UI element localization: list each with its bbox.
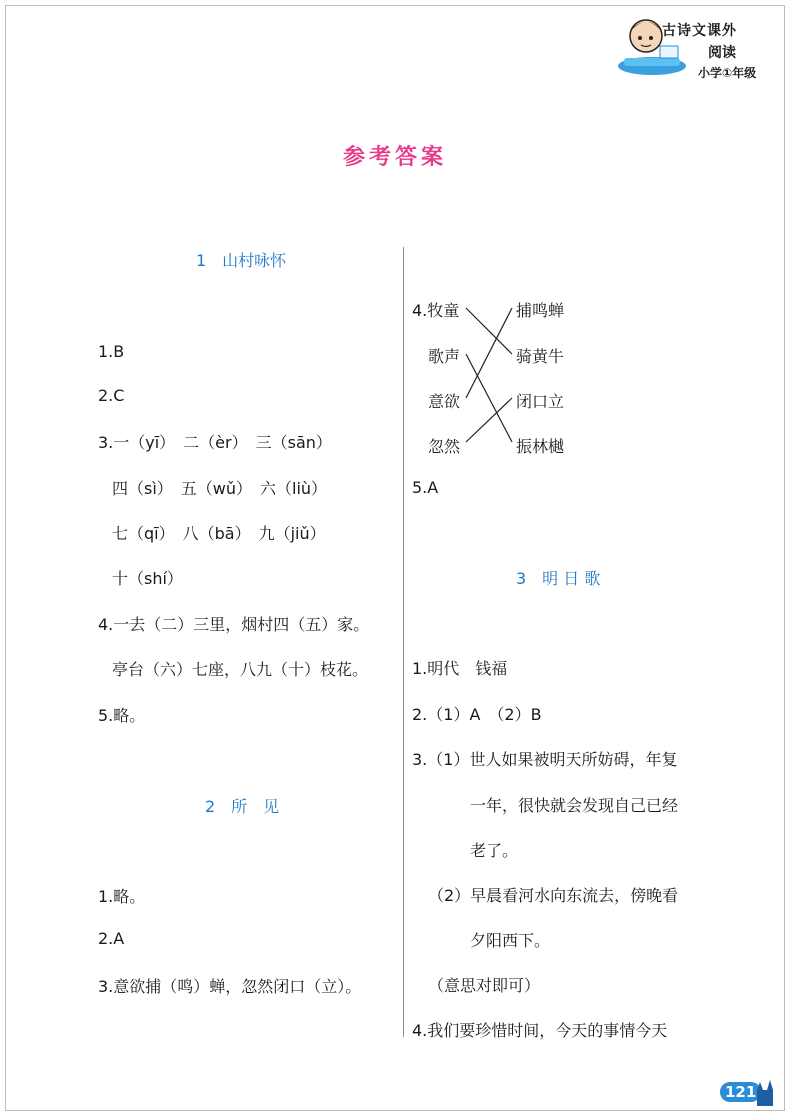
page-number: 121 [720,1082,761,1102]
answer-line: 1.明代 钱福 [412,659,508,678]
answer-line: 5.A [412,478,439,497]
match-right-item: 骑黄牛 [516,347,565,366]
section-3-heading: 3 明 日 歌 [516,569,601,588]
match-left-item: 4.牧童 [412,301,460,320]
grade-label: 小学①年级 [698,66,757,80]
answer-line: 四（sì） 五（wǔ） 六（liù） [112,479,328,498]
answer-line: （意思对即可） [428,976,541,995]
page-number-badge [718,1076,776,1108]
column-divider [403,247,404,1037]
match-line [466,398,512,442]
answer-line: 3.意欲捕（鸣）蝉，忽然闭口（立）。 [98,977,362,996]
match-line [466,354,512,442]
answer-line: 2.A [98,929,125,948]
castle-icon [754,1076,776,1108]
answer-line: 1.略。 [98,887,146,906]
series-subtitle: 阅读 [708,45,736,61]
answer-line: 七（qī） 八（bā） 九（jiǔ） [112,524,326,543]
answer-line: 4.一去（二）三里，烟村四（五）家。 [98,615,370,634]
match-right-item: 捕鸣蝉 [516,301,565,320]
match-left-item: 忽然 [428,437,461,456]
answer-line: 夕阳西下。 [470,931,551,950]
answer-line: 1.B [98,342,125,361]
match-line [466,308,512,354]
answer-line: 3.一（yī） 二（èr） 三（sān） [98,433,332,452]
matching-lines [412,292,592,462]
section-2-heading: 2 所 见 [205,797,280,816]
match-left-item: 歌声 [428,347,461,366]
answer-line: 老了。 [470,841,519,860]
answer-line: 十（shí） [112,569,183,588]
match-right-item: 振林樾 [516,437,565,456]
answer-line: 4.我们要珍惜时间，今天的事情今天 [412,1021,668,1040]
series-title: 古诗文课外 [662,23,737,39]
answer-line: 一年，很快就会发现自己已经 [470,796,679,815]
book-header [616,10,776,78]
match-left-item: 意欲 [428,392,461,411]
match-right-item: 闭口立 [516,392,565,411]
answer-line: 5.略。 [98,706,146,725]
answer-line: （2）早晨看河水向东流去，傍晚看 [428,886,679,905]
match-line [466,308,512,398]
answer-line: 2.C [98,386,125,405]
answer-line: 3.（1）世人如果被明天所妨碍，年复 [412,750,678,769]
page-title: 参考答案 [342,144,447,170]
answer-line: 2.（1）A （2）B [412,705,542,724]
answer-line: 亭台（六）七座，八九（十）枝花。 [112,660,369,679]
section-1-heading: 1 山村咏怀 [196,251,287,270]
